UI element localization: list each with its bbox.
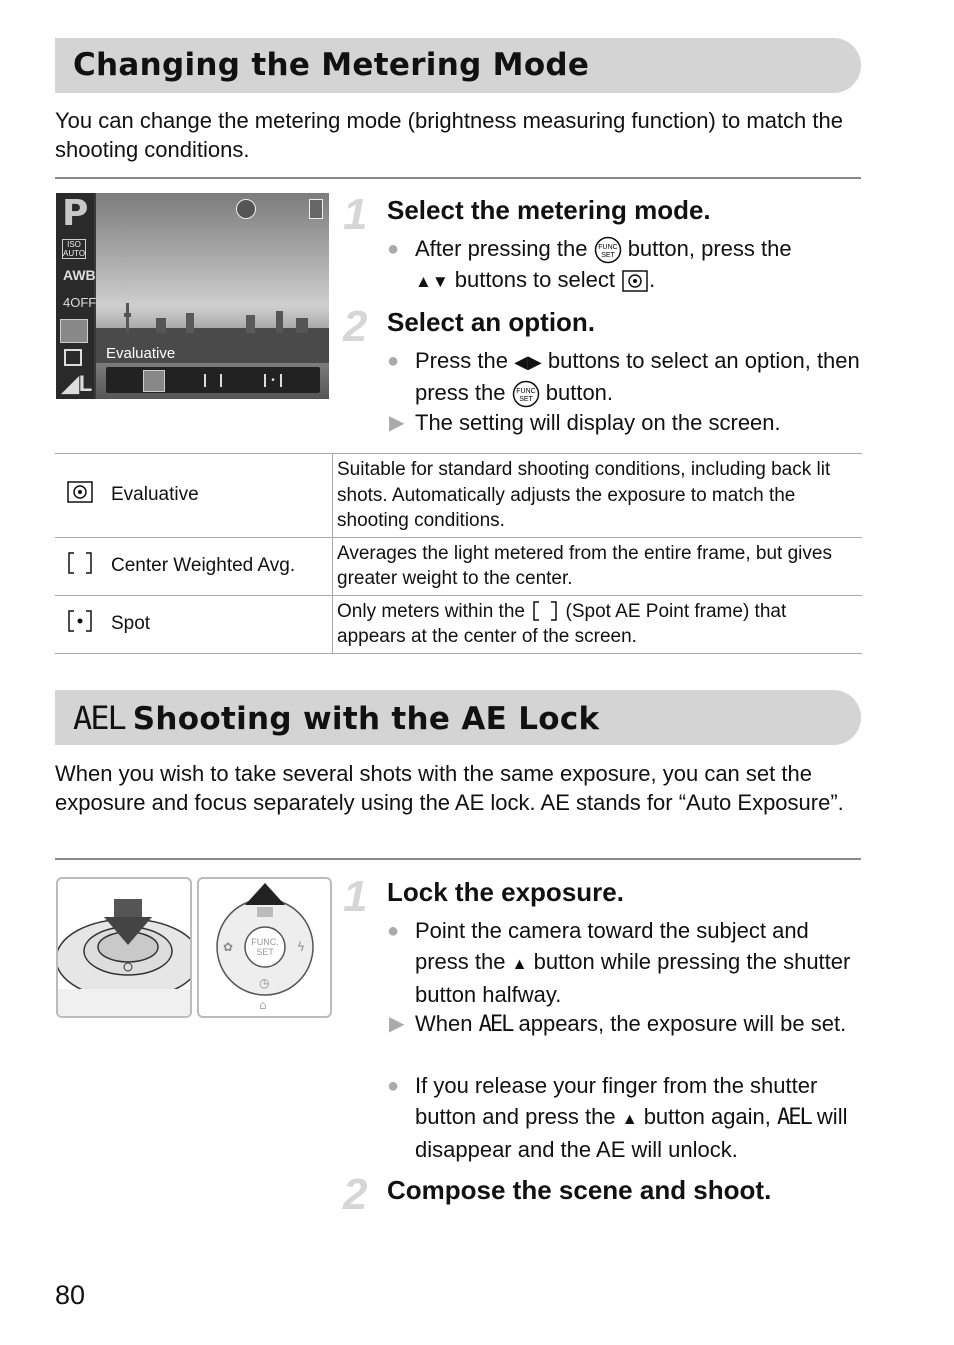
left-right-icon: ◀▶ bbox=[514, 352, 542, 372]
step-result: ▶ When AEL appears, the exposure will be set. bbox=[387, 1009, 862, 1041]
table-row bbox=[55, 595, 862, 653]
result-arrow-icon: ▶ bbox=[389, 1013, 405, 1035]
shutter-diagram bbox=[58, 879, 190, 1016]
option-center-weighted bbox=[204, 374, 222, 387]
svg-text:SET: SET bbox=[600, 252, 615, 260]
svg-text:ϟ: ϟ bbox=[297, 940, 305, 954]
metering-modes-table bbox=[55, 453, 862, 654]
shooting-mode-indicator: P bbox=[62, 193, 89, 234]
step-number: 2 bbox=[343, 1170, 368, 1219]
bullet-icon: ● bbox=[387, 350, 400, 372]
control-dial-illustration bbox=[197, 877, 332, 1018]
svg-text:✿: ✿ bbox=[223, 940, 234, 954]
step-title: Compose the scene and shoot. bbox=[387, 1175, 772, 1205]
section-title: AEL Shooting with the AE Lock bbox=[73, 699, 600, 737]
iso-icon: ISO AUTO bbox=[63, 240, 86, 258]
ae-lock-icon: AEL bbox=[777, 1104, 811, 1130]
up-down-icon: ▲▼ bbox=[415, 271, 449, 291]
section-intro: When you wish to take several shots with the same exposure, you can set the exposure and focus separately using the AE lock. AE stands for “Auto Exposure”. bbox=[55, 761, 844, 815]
image-size-icon: ◢L bbox=[62, 371, 93, 396]
bullet-icon: ● bbox=[387, 238, 400, 260]
battery-icon bbox=[309, 199, 323, 219]
step-instruction: ● Point the camera toward the subject and press the ▲ button while pressing the shutter button halfway. bbox=[387, 918, 851, 1007]
option-spot: • bbox=[264, 374, 282, 387]
shutter-button-illustration bbox=[56, 877, 192, 1018]
center-weighted-icon bbox=[66, 551, 94, 575]
page-number: 80 bbox=[55, 1280, 86, 1310]
func-set-label: FUNC. SET bbox=[251, 937, 279, 957]
mode-name: Evaluative bbox=[105, 454, 333, 538]
svg-text:⌂: ⌂ bbox=[259, 998, 267, 1012]
metering-icon-selected bbox=[60, 319, 88, 343]
mode-name: Spot bbox=[105, 595, 333, 653]
up-arrow-icon: ▲ bbox=[511, 955, 528, 973]
bullet-icon: ● bbox=[387, 920, 400, 942]
step-result: ▶ The setting will display on the screen. bbox=[387, 408, 862, 439]
func-set-button-icon bbox=[594, 236, 622, 264]
top-indicators bbox=[236, 199, 256, 219]
mode-description: Averages the light metered from the entire frame, but gives greater weight to the center. bbox=[333, 537, 863, 595]
result-arrow-icon: ▶ bbox=[389, 412, 405, 434]
step-number: 1 bbox=[343, 190, 368, 239]
step-title: Select an option. bbox=[387, 307, 596, 337]
ae-lock-icon: AEL bbox=[73, 699, 125, 737]
up-arrow-icon: ▲ bbox=[621, 1110, 638, 1128]
spot-metering-icon bbox=[66, 609, 94, 633]
spot-frame-icon bbox=[530, 601, 560, 621]
step-title: Select the metering mode. bbox=[387, 195, 711, 225]
section-header-metering bbox=[55, 38, 861, 93]
svg-text:FUNC: FUNC bbox=[515, 387, 536, 395]
section-title: Changing the Metering Mode bbox=[73, 47, 590, 83]
evaluative-metering-icon bbox=[66, 480, 94, 504]
table-row bbox=[55, 454, 862, 538]
step-instruction: ● Press the ◀▶ buttons to select an option, then press the FUNC SET button. bbox=[387, 346, 862, 408]
mode-label: Evaluative bbox=[106, 345, 176, 362]
white-balance-icon: AWB bbox=[63, 267, 96, 283]
divider bbox=[55, 858, 861, 860]
option-evaluative-selected bbox=[143, 370, 165, 392]
mode-description: Only meters within the (Spot AE Point frame) that appears at the center of the screen. bbox=[333, 595, 863, 653]
step-title: Lock the exposure. bbox=[387, 877, 624, 907]
step-instruction: ● After pressing the FUNC SET button, press the ▲▼ buttons to select . bbox=[387, 236, 792, 292]
svg-text:◷: ◷ bbox=[259, 976, 270, 990]
func-set-button-icon bbox=[512, 380, 540, 408]
bullet-icon: ● bbox=[387, 1075, 400, 1097]
evaluative-metering-icon bbox=[621, 269, 649, 293]
flash-off-icon: 4OFF bbox=[63, 295, 97, 310]
mode-description: Suitable for standard shooting conditions, including back lit shots. Automatically adjusts the exposure to match the shooting conditions. bbox=[333, 454, 863, 538]
svg-text:SET: SET bbox=[518, 395, 533, 403]
section-header-ae-lock bbox=[55, 690, 861, 745]
divider bbox=[55, 177, 861, 179]
drive-icon bbox=[64, 349, 82, 366]
section-intro: You can change the metering mode (brightness measuring function) to match the shooting conditions. bbox=[55, 108, 843, 162]
ae-lock-icon: AEL bbox=[478, 1012, 513, 1037]
step-instruction: ● If you release your finger from the shutter button and press the ▲ button again, AEL will disappear and the AE will unlock. bbox=[387, 1073, 848, 1162]
svg-text:FUNC: FUNC bbox=[597, 244, 618, 252]
table-row bbox=[55, 537, 862, 595]
step-number: 1 bbox=[343, 872, 368, 921]
camera-screen-image bbox=[56, 193, 329, 399]
mode-name: Center Weighted Avg. bbox=[105, 537, 333, 595]
step-number: 2 bbox=[343, 302, 368, 351]
